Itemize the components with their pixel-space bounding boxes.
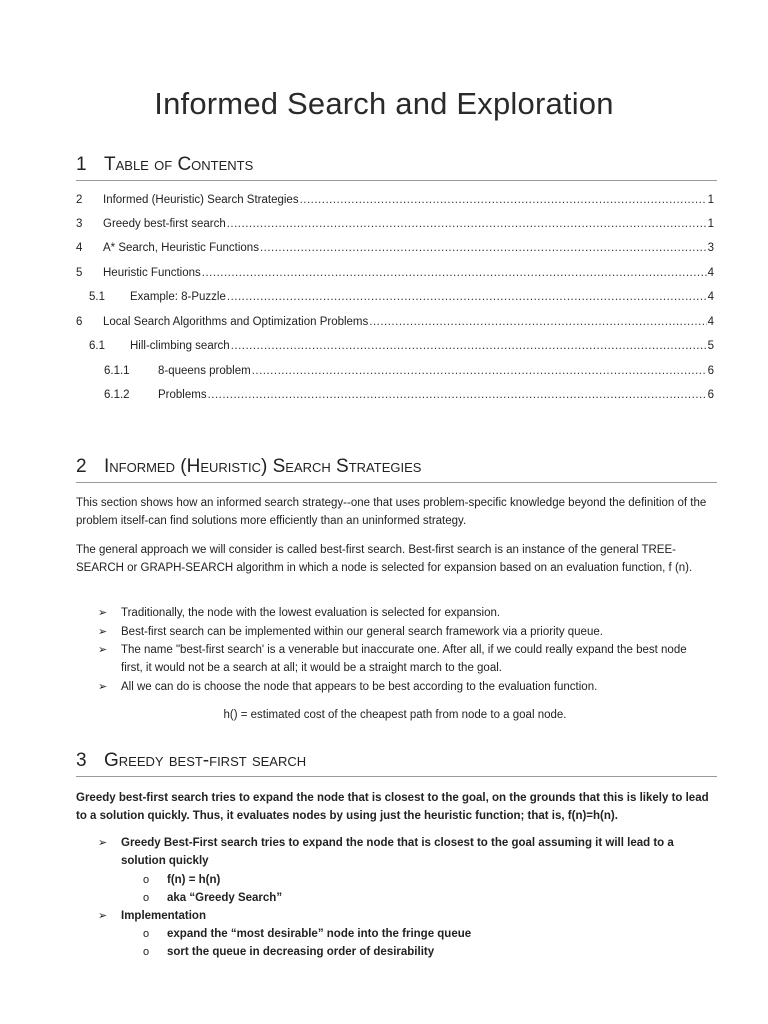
sub-bullet-text: sort the queue in decreasing order of desirability: [167, 946, 435, 958]
section-3-title: Greedy best-first search: [104, 750, 307, 771]
toc-heading-number: 1: [76, 154, 87, 175]
toc-heading: [76, 154, 717, 181]
toc-entry[interactable]: [89, 289, 714, 305]
toc-entry[interactable]: [76, 265, 714, 281]
toc-leader-dots: [227, 216, 707, 232]
toc-heading-text: Table of Contents: [104, 154, 254, 175]
sub-bullet-item: [143, 943, 703, 961]
toc-entry-page: 4: [707, 316, 714, 328]
sub-bullet-text: expand the “most desirable” node into the fringe queue: [167, 928, 472, 940]
toc-leader-dots: [202, 265, 707, 281]
toc-entry-page: 6: [707, 389, 714, 401]
sub-bullet-item: [143, 871, 703, 889]
section-2-title: Informed (Heuristic) Search Strategies: [104, 456, 422, 477]
toc-entry-label: 8-queens problem: [158, 365, 251, 377]
bullet-item: [98, 834, 698, 870]
section-2-approach-paragraph: The general approach we will consider is called best-first search. Best-first search is an instance of the general TREE-SEARCH or GRAPH-SEARCH algorithm in which a node is selected for expansion based on an evaluation function, f (n).: [76, 544, 693, 574]
circle-bullet-icon: o: [143, 928, 150, 940]
toc-entry-number: 4: [76, 242, 83, 254]
toc-entry-page: 4: [707, 291, 714, 303]
toc-entry-label: Local Search Algorithms and Optimization Problems: [103, 316, 369, 328]
arrow-bullet-icon: ➢: [98, 910, 108, 922]
toc-entry-page: 4: [707, 267, 714, 279]
toc-entry-number: 6.1.2: [104, 389, 130, 401]
circle-bullet-icon: o: [143, 874, 150, 886]
bullet-text: Implementation: [121, 910, 206, 922]
toc-entry[interactable]: [104, 387, 714, 403]
circle-bullet-icon: o: [143, 946, 150, 958]
sub-bullet-item: [143, 889, 703, 907]
section-2-intro-paragraph: This section shows how an informed search strategy--one that uses problem-specific knowledge beyond the definition of the problem itself-can find solutions more efficiently than an uninformed strategy.: [76, 497, 707, 527]
heuristic-formula: h() = estimated cost of the cheapest path from node to a goal node.: [223, 709, 567, 721]
toc-entry-number: 5.1: [89, 291, 105, 303]
section-2-number: 2: [76, 456, 87, 477]
bullet-item: [98, 604, 698, 622]
toc-entry-label: Greedy best-first search: [103, 218, 226, 230]
arrow-bullet-icon: ➢: [98, 837, 108, 849]
toc-entry[interactable]: [104, 363, 714, 379]
toc-leader-dots: [227, 289, 707, 305]
bullet-text: Traditionally, the node with the lowest evaluation is selected for expansion.: [121, 607, 501, 619]
toc-entry[interactable]: [76, 314, 714, 330]
toc-entry-number: 3: [76, 218, 83, 230]
toc-entry-number: 2: [76, 194, 83, 206]
toc-entry-page: 5: [707, 340, 714, 352]
arrow-bullet-icon: ➢: [98, 644, 108, 656]
toc-entry-label: Heuristic Functions: [103, 267, 201, 279]
toc-entry-page: 1: [707, 194, 714, 206]
toc-entry-label: Example: 8-Puzzle: [130, 291, 226, 303]
arrow-bullet-icon: ➢: [98, 626, 108, 638]
toc-entry-number: 6.1: [89, 340, 105, 352]
arrow-bullet-icon: ➢: [98, 681, 108, 693]
bullet-item: [98, 678, 698, 696]
document-title: Informed Search and Exploration: [154, 86, 614, 121]
bullet-text: All we can do is choose the node that appears to be best according to the evaluation function.: [121, 681, 598, 693]
bullet-text: Best-first search can be implemented within our general search framework via a priority queue.: [121, 626, 603, 638]
sub-bullet-text: aka “Greedy Search”: [167, 892, 283, 904]
toc-entry[interactable]: [89, 338, 714, 354]
toc-entry-number: 5: [76, 267, 83, 279]
toc-entry-label: A* Search, Heuristic Functions: [103, 242, 259, 254]
section-2-heading: [76, 456, 717, 483]
toc-entry-page: 6: [707, 365, 714, 377]
sub-bullet-text: f(n) = h(n): [167, 874, 221, 886]
bullet-item: [98, 641, 698, 677]
section-3-intro-paragraph: Greedy best-first search tries to expand the node that is closest to the goal, on the grounds that this is likely to lead to a solution quickly. Thus, it evaluates nodes by using just the heuristic function; that is, f(n)=h(n).: [76, 792, 709, 822]
bullet-item: [98, 623, 698, 641]
toc-leader-dots: [369, 314, 706, 330]
toc-entry-label: Problems: [158, 389, 207, 401]
toc-entry[interactable]: [76, 240, 714, 256]
toc-leader-dots: [231, 338, 707, 354]
sub-bullet-item: [143, 925, 703, 943]
circle-bullet-icon: o: [143, 892, 150, 904]
toc-leader-dots: [252, 363, 707, 379]
arrow-bullet-icon: ➢: [98, 607, 108, 619]
bullet-text: Greedy Best-First search tries to expand the node that is closest to the goal assuming it will lead to a solution quickly: [121, 837, 674, 867]
bullet-text: The name "best-first search' is a venerable but inaccurate one. After all, if we could really expand the best node first, it would not be a search at all; it would be a straight march to the goal.: [121, 644, 687, 674]
bullet-item: [98, 907, 698, 925]
toc-entry-page: 1: [707, 218, 714, 230]
toc-entry-page: 3: [707, 242, 714, 254]
toc-leader-dots: [260, 240, 707, 256]
section-3-heading: [76, 750, 717, 777]
toc-entry-label: Informed (Heuristic) Search Strategies: [103, 194, 299, 206]
toc-entry[interactable]: [76, 192, 714, 208]
section-3-number: 3: [76, 750, 87, 771]
toc-entry-number: 6.1.1: [104, 365, 130, 377]
toc-entry[interactable]: [76, 216, 714, 232]
toc-leader-dots: [208, 387, 707, 403]
toc-entry-number: 6: [76, 316, 83, 328]
toc-leader-dots: [300, 192, 707, 208]
toc-entry-label: Hill-climbing search: [130, 340, 230, 352]
